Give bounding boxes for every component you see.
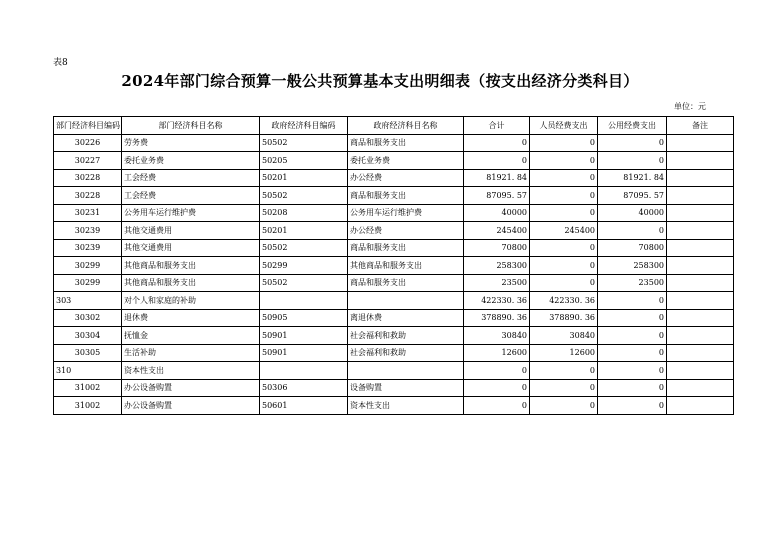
dept-name-cell: 办公设备购置 xyxy=(122,397,260,415)
header-gov-code: 政府经济科目编码 xyxy=(260,117,348,135)
total-cell: 0 xyxy=(464,362,530,380)
note-cell xyxy=(667,257,734,275)
gov-code-cell: 50901 xyxy=(260,344,348,362)
header-row xyxy=(54,117,734,135)
table-row xyxy=(54,344,734,362)
note-cell xyxy=(667,309,734,327)
gov-name-cell: 商品和服务支出 xyxy=(348,134,464,152)
header-dept-code: 部门经济科目编码 xyxy=(54,117,122,135)
dept-name-cell: 办公设备购置 xyxy=(122,379,260,397)
total-cell: 0 xyxy=(464,152,530,170)
total-cell: 40000 xyxy=(464,204,530,222)
dept-code-cell: 31002 xyxy=(54,379,122,397)
gov-code-cell: 50502 xyxy=(260,134,348,152)
dept-code-cell: 30299 xyxy=(54,257,122,275)
gov-name-cell: 办公经费 xyxy=(348,169,464,187)
header-note: 备注 xyxy=(667,117,734,135)
personnel-cell: 0 xyxy=(530,239,598,257)
gov-name-cell: 商品和服务支出 xyxy=(348,187,464,205)
note-cell xyxy=(667,152,734,170)
gov-name-cell: 公务用车运行维护费 xyxy=(348,204,464,222)
gov-code-cell: 50502 xyxy=(260,274,348,292)
dept-code-cell: 303 xyxy=(54,292,122,310)
dept-name-cell: 生活补助 xyxy=(122,344,260,362)
table-row xyxy=(54,187,734,205)
public-cell: 87095. 57 xyxy=(598,187,667,205)
note-cell xyxy=(667,204,734,222)
header-gov-name: 政府经济科目名称 xyxy=(348,117,464,135)
dept-name-cell: 资本性支出 xyxy=(122,362,260,380)
public-cell: 0 xyxy=(598,309,667,327)
dept-code-cell: 310 xyxy=(54,362,122,380)
dept-code-cell: 30239 xyxy=(54,239,122,257)
page-title: 2024年部门综合预算一般公共预算基本支出明细表（按支出经济分类科目） xyxy=(121,72,639,90)
dept-code-cell: 30227 xyxy=(54,152,122,170)
dept-name-cell: 劳务费 xyxy=(122,134,260,152)
table-row xyxy=(54,169,734,187)
dept-name-cell: 其他交通费用 xyxy=(122,239,260,257)
note-cell xyxy=(667,187,734,205)
total-cell: 0 xyxy=(464,397,530,415)
total-cell: 245400 xyxy=(464,222,530,240)
personnel-cell: 0 xyxy=(530,379,598,397)
table-row xyxy=(54,362,734,380)
table-row xyxy=(54,292,734,310)
total-cell: 87095. 57 xyxy=(464,187,530,205)
note-cell xyxy=(667,274,734,292)
total-cell: 258300 xyxy=(464,257,530,275)
table-row xyxy=(54,222,734,240)
note-cell xyxy=(667,292,734,310)
personnel-cell: 378890. 36 xyxy=(530,309,598,327)
dept-code-cell: 31002 xyxy=(54,397,122,415)
personnel-cell: 0 xyxy=(530,152,598,170)
dept-code-cell: 30304 xyxy=(54,327,122,345)
note-cell xyxy=(667,379,734,397)
table-row xyxy=(54,134,734,152)
note-cell xyxy=(667,344,734,362)
total-cell: 23500 xyxy=(464,274,530,292)
personnel-cell: 0 xyxy=(530,257,598,275)
personnel-cell: 30840 xyxy=(530,327,598,345)
total-cell: 81921. 84 xyxy=(464,169,530,187)
dept-code-cell: 30228 xyxy=(54,169,122,187)
gov-name-cell: 委托业务费 xyxy=(348,152,464,170)
table-row xyxy=(54,152,734,170)
personnel-cell: 0 xyxy=(530,362,598,380)
gov-code-cell: 50905 xyxy=(260,309,348,327)
personnel-cell: 12600 xyxy=(530,344,598,362)
header-dept-name: 部门经济科目名称 xyxy=(122,117,260,135)
public-cell: 0 xyxy=(598,344,667,362)
gov-code-cell: 50205 xyxy=(260,152,348,170)
personnel-cell: 0 xyxy=(530,204,598,222)
public-cell: 0 xyxy=(598,327,667,345)
dept-name-cell: 工会经费 xyxy=(122,187,260,205)
unit-label: 单位：元 xyxy=(674,102,706,111)
public-cell: 81921. 84 xyxy=(598,169,667,187)
table-row xyxy=(54,274,734,292)
public-cell: 258300 xyxy=(598,257,667,275)
gov-name-cell: 商品和服务支出 xyxy=(348,239,464,257)
public-cell: 0 xyxy=(598,379,667,397)
gov-code-cell: 50502 xyxy=(260,187,348,205)
gov-code-cell: 50601 xyxy=(260,397,348,415)
dept-name-cell: 对个人和家庭的补助 xyxy=(122,292,260,310)
personnel-cell: 0 xyxy=(530,274,598,292)
dept-name-cell: 抚恤金 xyxy=(122,327,260,345)
gov-code-cell: 50201 xyxy=(260,169,348,187)
total-cell: 12600 xyxy=(464,344,530,362)
personnel-cell: 245400 xyxy=(530,222,598,240)
header-total: 合计 xyxy=(464,117,530,135)
personnel-cell: 0 xyxy=(530,397,598,415)
table-row xyxy=(54,327,734,345)
expenditure-table xyxy=(53,116,734,415)
dept-name-cell: 公务用车运行维护费 xyxy=(122,204,260,222)
table-row xyxy=(54,204,734,222)
gov-name-cell: 办公经费 xyxy=(348,222,464,240)
gov-name-cell: 社会福利和救助 xyxy=(348,344,464,362)
table-row xyxy=(54,257,734,275)
gov-code-cell: 50299 xyxy=(260,257,348,275)
note-cell xyxy=(667,397,734,415)
public-cell: 0 xyxy=(598,222,667,240)
dept-code-cell: 30302 xyxy=(54,309,122,327)
gov-code-cell xyxy=(260,362,348,380)
total-cell: 422330. 36 xyxy=(464,292,530,310)
dept-name-cell: 委托业务费 xyxy=(122,152,260,170)
header-personnel: 人员经费支出 xyxy=(530,117,598,135)
dept-code-cell: 30299 xyxy=(54,274,122,292)
public-cell: 0 xyxy=(598,397,667,415)
gov-code-cell: 50306 xyxy=(260,379,348,397)
dept-code-cell: 30231 xyxy=(54,204,122,222)
personnel-cell: 422330. 36 xyxy=(530,292,598,310)
gov-name-cell: 离退休费 xyxy=(348,309,464,327)
total-cell: 30840 xyxy=(464,327,530,345)
note-cell xyxy=(667,222,734,240)
gov-code-cell: 50901 xyxy=(260,327,348,345)
total-cell: 70800 xyxy=(464,239,530,257)
gov-code-cell: 50208 xyxy=(260,204,348,222)
gov-code-cell: 50201 xyxy=(260,222,348,240)
gov-name-cell: 社会福利和救助 xyxy=(348,327,464,345)
gov-name-cell: 设备购置 xyxy=(348,379,464,397)
personnel-cell: 0 xyxy=(530,187,598,205)
gov-code-cell: 50502 xyxy=(260,239,348,257)
note-cell xyxy=(667,362,734,380)
note-cell xyxy=(667,134,734,152)
table-row xyxy=(54,397,734,415)
gov-name-cell: 资本性支出 xyxy=(348,397,464,415)
table-row xyxy=(54,379,734,397)
total-cell: 0 xyxy=(464,134,530,152)
table-row xyxy=(54,309,734,327)
public-cell: 0 xyxy=(598,152,667,170)
total-cell: 378890. 36 xyxy=(464,309,530,327)
dept-code-cell: 30226 xyxy=(54,134,122,152)
total-cell: 0 xyxy=(464,379,530,397)
gov-name-cell: 商品和服务支出 xyxy=(348,274,464,292)
public-cell: 23500 xyxy=(598,274,667,292)
note-cell xyxy=(667,239,734,257)
note-cell xyxy=(667,169,734,187)
dept-name-cell: 退休费 xyxy=(122,309,260,327)
dept-code-cell: 30305 xyxy=(54,344,122,362)
dept-code-cell: 30239 xyxy=(54,222,122,240)
gov-name-cell xyxy=(348,292,464,310)
gov-name-cell: 其他商品和服务支出 xyxy=(348,257,464,275)
public-cell: 40000 xyxy=(598,204,667,222)
note-cell xyxy=(667,327,734,345)
header-public: 公用经费支出 xyxy=(598,117,667,135)
table-number: 表8 xyxy=(53,58,68,68)
dept-name-cell: 其他商品和服务支出 xyxy=(122,274,260,292)
dept-name-cell: 其他商品和服务支出 xyxy=(122,257,260,275)
personnel-cell: 0 xyxy=(530,169,598,187)
gov-code-cell xyxy=(260,292,348,310)
dept-name-cell: 工会经费 xyxy=(122,169,260,187)
dept-code-cell: 30228 xyxy=(54,187,122,205)
public-cell: 0 xyxy=(598,134,667,152)
gov-name-cell xyxy=(348,362,464,380)
table-row xyxy=(54,239,734,257)
public-cell: 0 xyxy=(598,362,667,380)
public-cell: 70800 xyxy=(598,239,667,257)
dept-name-cell: 其他交通费用 xyxy=(122,222,260,240)
public-cell: 0 xyxy=(598,292,667,310)
personnel-cell: 0 xyxy=(530,134,598,152)
